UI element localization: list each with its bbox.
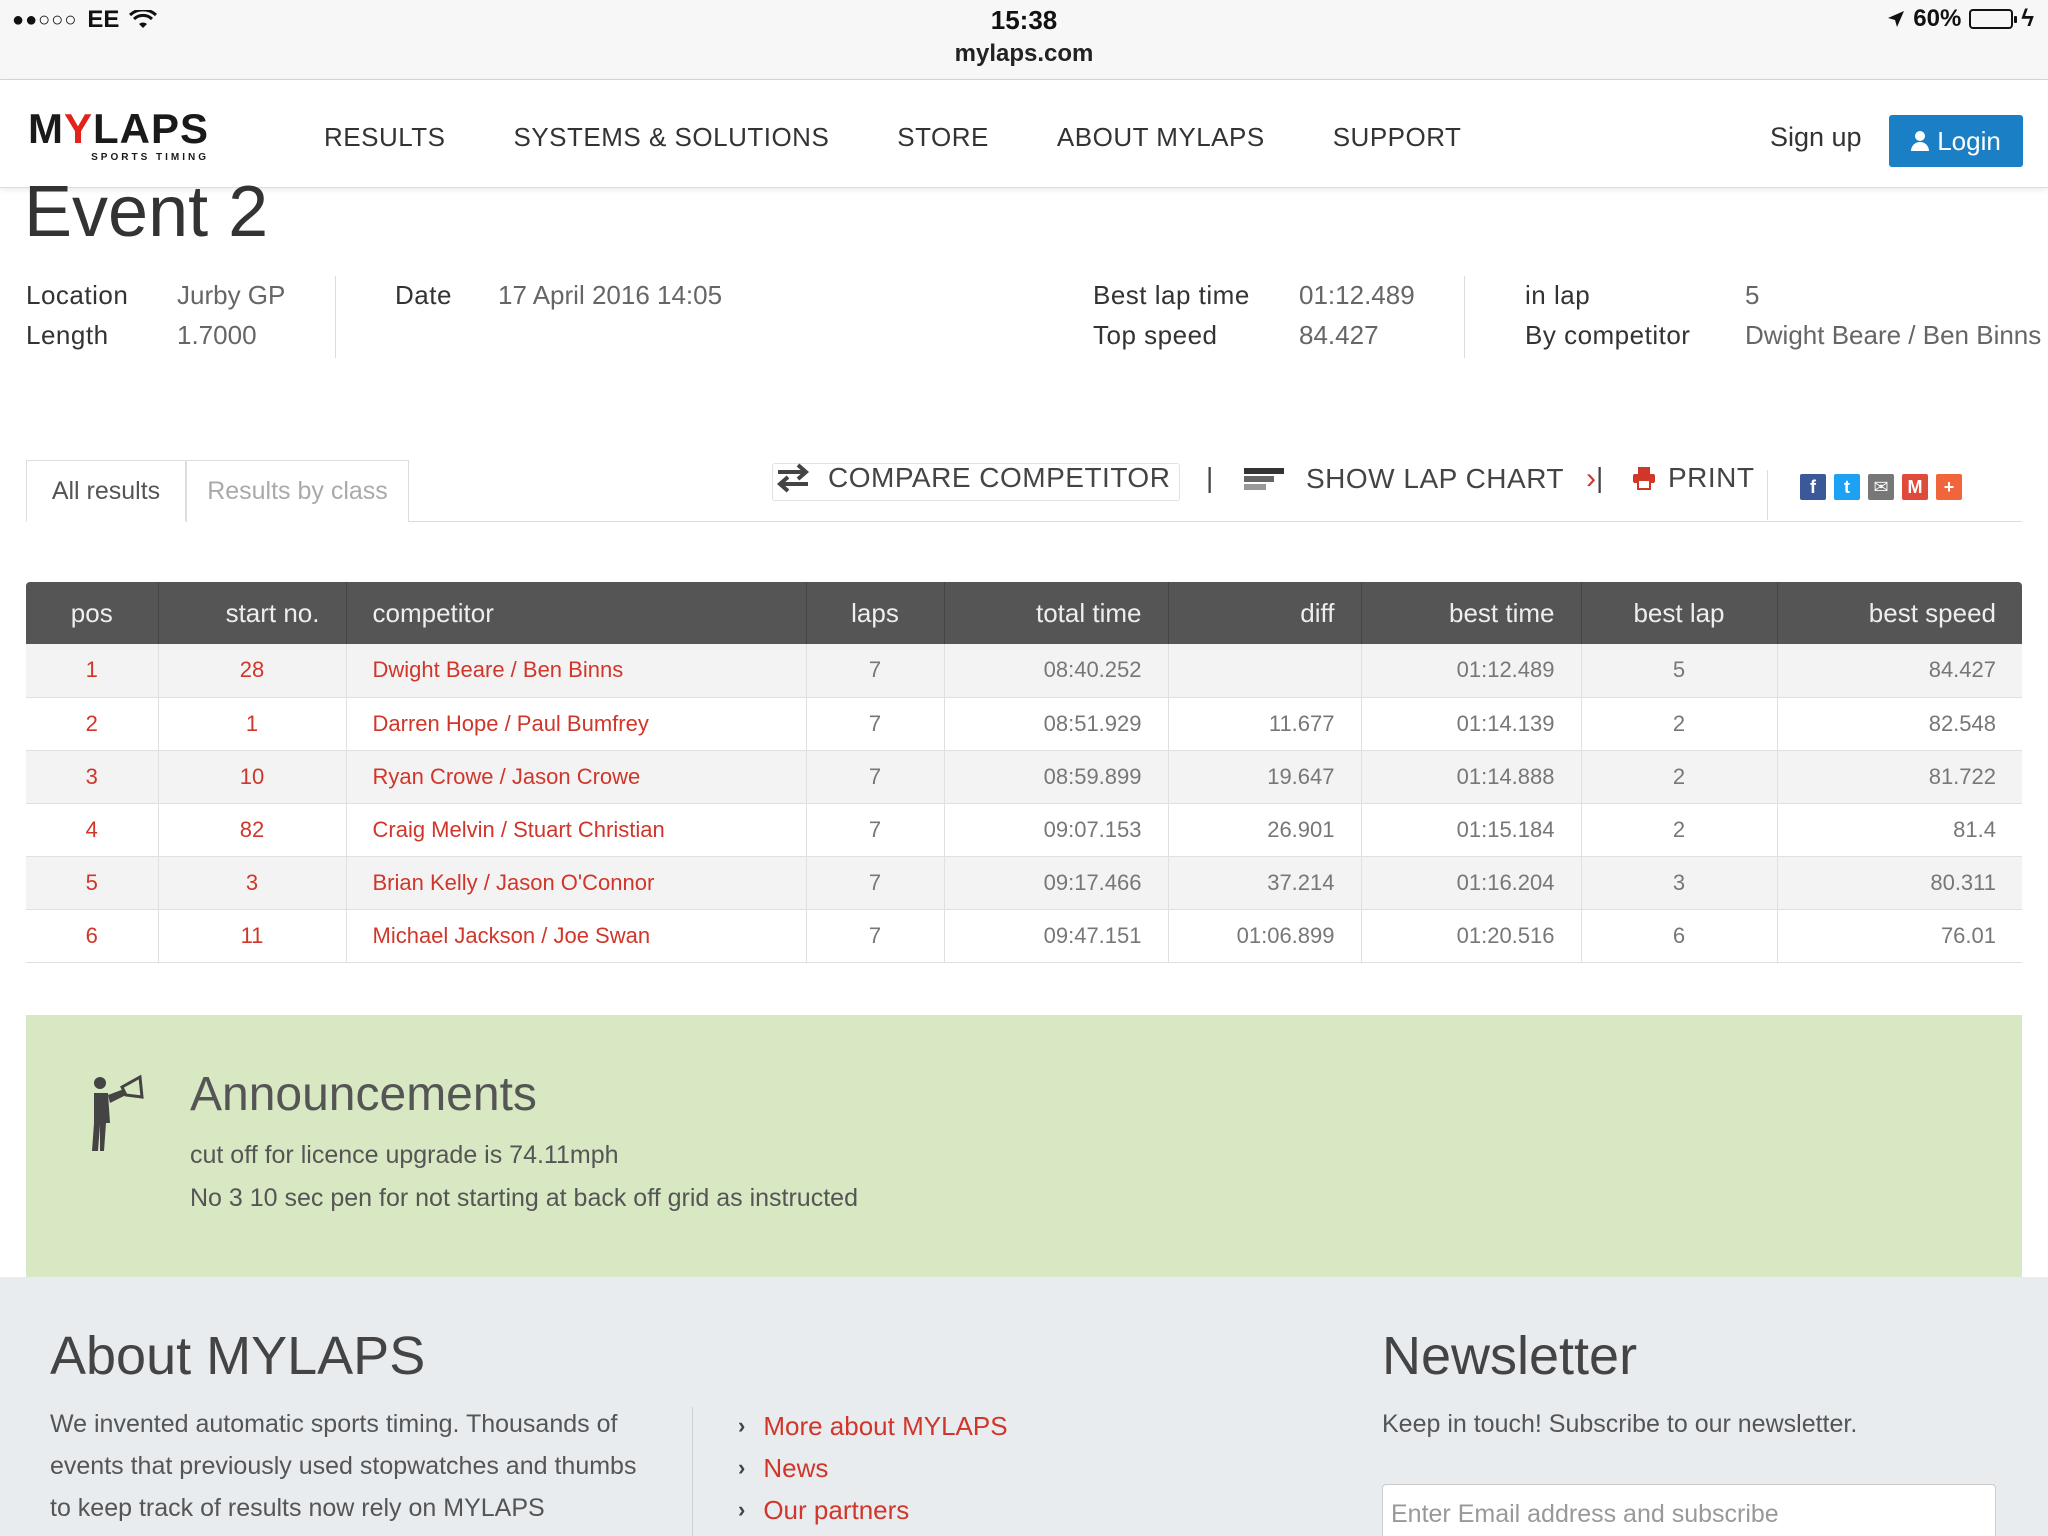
col-best-lap[interactable]: best lap [1581, 582, 1777, 644]
cell-best-lap: 3 [1581, 856, 1777, 909]
cell-diff: 01:06.899 [1168, 909, 1361, 962]
chevron-right-icon: › [738, 1413, 746, 1438]
by-competitor-value: Dwight Beare / Ben Binns [1745, 320, 2042, 350]
about-line: to keep track of results now rely on MYLAPS [50, 1494, 545, 1522]
cell-diff: 26.901 [1168, 803, 1361, 856]
cell-best-lap: 5 [1581, 644, 1777, 697]
cell-best-time: 01:14.888 [1361, 750, 1581, 803]
cell-best-speed: 84.427 [1777, 644, 2022, 697]
cell-total-time: 08:51.929 [944, 697, 1168, 750]
email-icon[interactable]: ✉ [1868, 474, 1894, 500]
show-lap-chart-label: SHOW LAP CHART [1306, 463, 1565, 494]
cell-start-no[interactable]: 82 [158, 803, 346, 856]
location-arrow-icon [1887, 10, 1905, 28]
cell-laps: 7 [806, 644, 944, 697]
table-row[interactable] [26, 697, 2022, 750]
cell-pos[interactable]: 6 [26, 909, 158, 962]
cell-start-no[interactable]: 10 [158, 750, 346, 803]
chevron-right-icon: › [738, 1455, 746, 1480]
cell-diff: 19.647 [1168, 750, 1361, 803]
cell-pos[interactable]: 3 [26, 750, 158, 803]
cell-start-no[interactable]: 28 [158, 644, 346, 697]
best-lap-time-label: Best lap time [1093, 280, 1250, 310]
share-buttons [1800, 474, 1962, 500]
tool-separator: | [1596, 462, 1604, 493]
megaphone-person-icon [86, 1073, 146, 1173]
info-divider [1464, 276, 1465, 358]
nav-systems-solutions[interactable]: SYSTEMS & SOLUTIONS [513, 122, 830, 152]
table-row[interactable] [26, 856, 2022, 909]
cell-competitor[interactable]: Ryan Crowe / Jason Crowe [346, 750, 806, 803]
cell-pos[interactable]: 2 [26, 697, 158, 750]
cell-best-lap: 6 [1581, 909, 1777, 962]
cell-laps: 7 [806, 909, 944, 962]
compare-competitor-label: COMPARE COMPETITOR [828, 462, 1171, 493]
table-header-row [26, 582, 2022, 644]
cell-competitor[interactable]: Brian Kelly / Jason O'Connor [346, 856, 806, 909]
about-text [50, 1403, 636, 1529]
cell-competitor[interactable]: Dwight Beare / Ben Binns [346, 644, 806, 697]
col-competitor[interactable]: competitor [346, 582, 806, 644]
event-title: Event 2 [24, 172, 269, 252]
battery-icon [1969, 9, 2013, 29]
cell-diff [1168, 644, 1361, 697]
main-nav [324, 122, 1461, 153]
cell-start-no[interactable]: 11 [158, 909, 346, 962]
status-right [1887, 5, 2034, 33]
swap-arrows-icon [772, 463, 814, 493]
date-value: 17 April 2016 14:05 [498, 280, 723, 310]
newsletter-text: Keep in touch! Subscribe to our newsletter. [1382, 1410, 1858, 1438]
compare-competitor-button[interactable] [772, 462, 1170, 494]
cell-diff: 37.214 [1168, 856, 1361, 909]
announcement-line: No 3 10 sec pen for not starting at back off grid as instructed [190, 1184, 858, 1212]
tool-divider [1767, 470, 1768, 520]
cell-laps: 7 [806, 750, 944, 803]
share-more-icon[interactable]: + [1936, 474, 1962, 500]
cell-laps: 7 [806, 803, 944, 856]
cell-total-time: 09:47.151 [944, 909, 1168, 962]
show-lap-chart-button[interactable] [1244, 462, 1597, 496]
cell-laps: 7 [806, 697, 944, 750]
cell-diff: 11.677 [1168, 697, 1361, 750]
print-button[interactable] [1632, 462, 1755, 494]
announcements-panel [26, 1015, 2022, 1277]
facebook-icon[interactable]: f [1800, 474, 1826, 500]
col-laps[interactable]: laps [806, 582, 944, 644]
nav-results[interactable]: RESULTS [324, 122, 446, 152]
chevron-right-icon: › [1586, 462, 1597, 495]
signal-icon: ●●○○○ [12, 8, 78, 31]
carrier-name: EE [87, 6, 120, 33]
cell-best-time: 01:14.139 [1361, 697, 1581, 750]
mylaps-logo[interactable] [28, 105, 210, 163]
cell-pos[interactable]: 1 [26, 644, 158, 697]
cell-best-speed: 82.548 [1777, 697, 2022, 750]
cell-best-speed: 81.4 [1777, 803, 2022, 856]
nav-about-mylaps[interactable]: ABOUT MYLAPS [1056, 122, 1265, 152]
in-lap-label: in lap [1525, 280, 1591, 310]
cell-best-speed: 76.01 [1777, 909, 2022, 962]
tab-results-by-class[interactable]: Results by class [186, 460, 409, 522]
login-button[interactable] [1889, 115, 2023, 167]
cell-best-time: 01:15.184 [1361, 803, 1581, 856]
table-row[interactable] [26, 644, 2022, 697]
length-value: 1.7000 [177, 320, 257, 350]
print-label: PRINT [1668, 462, 1755, 493]
clock: 15:38 [990, 5, 1058, 35]
cell-best-time: 01:16.204 [1361, 856, 1581, 909]
col-diff[interactable]: diff [1168, 582, 1361, 644]
top-speed-label: Top speed [1093, 320, 1218, 350]
cell-best-time: 01:20.516 [1361, 909, 1581, 962]
cell-best-lap: 2 [1581, 750, 1777, 803]
footer-link-more-about[interactable]: › More about MYLAPS [738, 1410, 1008, 1441]
cell-best-speed: 80.311 [1777, 856, 2022, 909]
announcements-title: Announcements [190, 1068, 537, 1121]
chevron-right-icon: › [738, 1497, 746, 1522]
cell-start-no[interactable]: 3 [158, 856, 346, 909]
signup-link[interactable]: Sign up [1770, 122, 1862, 152]
cell-best-lap: 2 [1581, 803, 1777, 856]
cell-pos[interactable]: 5 [26, 856, 158, 909]
status-bar [0, 0, 2048, 80]
lap-chart-icon [1244, 464, 1284, 494]
twitter-icon[interactable]: t [1834, 474, 1860, 500]
cell-competitor[interactable]: Michael Jackson / Joe Swan [346, 909, 806, 962]
cell-total-time: 08:59.899 [944, 750, 1168, 803]
cell-competitor[interactable]: Darren Hope / Paul Bumfrey [346, 697, 806, 750]
newsletter-title: Newsletter [1382, 1326, 1638, 1386]
cell-best-time: 01:12.489 [1361, 644, 1581, 697]
gmail-icon[interactable]: M [1902, 474, 1928, 500]
col-total-time[interactable]: total time [944, 582, 1168, 644]
in-lap-value: 5 [1745, 280, 1760, 310]
top-speed-value: 84.427 [1299, 320, 1379, 350]
announcement-line: cut off for licence upgrade is 74.11mph [190, 1141, 619, 1169]
cell-best-lap: 2 [1581, 697, 1777, 750]
location-value: Jurby GP [177, 280, 286, 310]
about-line: events that previously used stopwatches and thumbs [50, 1452, 637, 1480]
about-title: About MYLAPS [50, 1326, 426, 1386]
printer-icon [1632, 466, 1656, 490]
cell-best-speed: 81.722 [1777, 750, 2022, 803]
tab-all-results[interactable]: All results [26, 460, 186, 522]
table-row[interactable] [26, 750, 2022, 803]
date-label: Date [395, 280, 452, 310]
charging-icon: ϟ [2021, 5, 2034, 32]
footer-divider [692, 1407, 693, 1536]
best-lap-time-value: 01:12.489 [1299, 280, 1415, 310]
col-best-time[interactable]: best time [1361, 582, 1581, 644]
battery-percent: 60% [1913, 5, 1962, 32]
nav-support[interactable]: SUPPORT [1332, 122, 1462, 152]
cell-total-time: 08:40.252 [944, 644, 1168, 697]
logo-tagline: SPORTS TIMING [91, 152, 210, 163]
cell-start-no[interactable]: 1 [158, 697, 346, 750]
col-pos[interactable]: pos [26, 582, 158, 644]
user-icon [1911, 131, 1929, 151]
length-label: Length [26, 320, 109, 350]
results-table [26, 582, 2022, 963]
table-row[interactable] [26, 803, 2022, 856]
logo-wordmark: MYLAPS [28, 105, 210, 152]
footer-link-news[interactable]: › News [738, 1452, 829, 1483]
newsletter-email-input[interactable] [1382, 1484, 1996, 1536]
nav-store[interactable]: STORE [897, 122, 989, 152]
table-row[interactable] [26, 909, 2022, 962]
cell-pos[interactable]: 4 [26, 803, 158, 856]
col-start-no[interactable]: start no. [158, 582, 346, 644]
cell-laps: 7 [806, 856, 944, 909]
address-bar-url[interactable]: mylaps.com [954, 40, 1094, 67]
cell-total-time: 09:07.153 [944, 803, 1168, 856]
site-header [0, 80, 2048, 188]
about-line: We invented automatic sports timing. Thousands of [50, 1410, 618, 1438]
tool-separator: | [1206, 462, 1214, 493]
footer-links [738, 1405, 1008, 1531]
cell-competitor[interactable]: Craig Melvin / Stuart Christian [346, 803, 806, 856]
cell-total-time: 09:17.466 [944, 856, 1168, 909]
location-label: Location [26, 280, 129, 310]
footer-link-partners[interactable]: › Our partners [738, 1494, 910, 1525]
info-divider [335, 276, 336, 358]
login-label: Login [1937, 125, 2001, 156]
by-competitor-label: By competitor [1525, 320, 1691, 350]
col-best-speed[interactable]: best speed [1777, 582, 2022, 644]
